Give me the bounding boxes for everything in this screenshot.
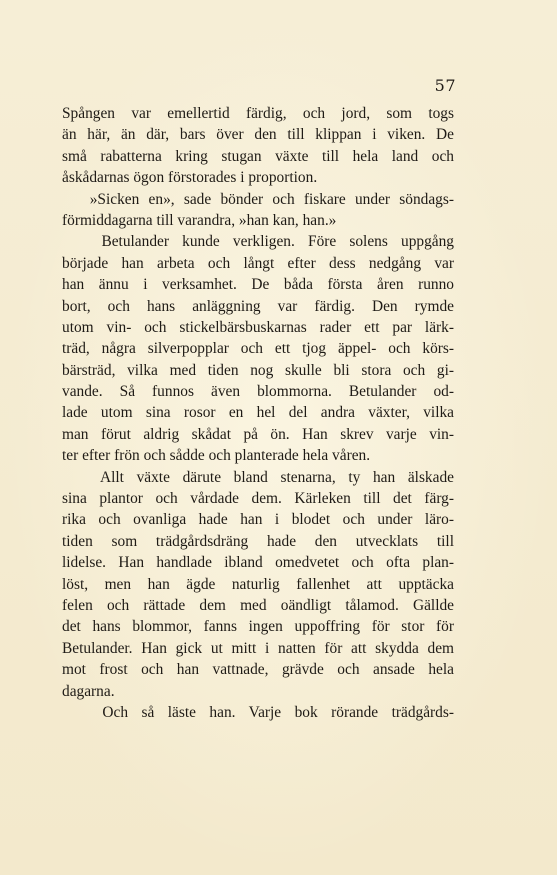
text-line: bort, och hans anläggning var färdig. Den rymde	[62, 297, 454, 315]
text-line: Allt växte därute bland stenarna, ty han älskade	[62, 468, 454, 486]
text-line: träd, några silverpopplar och ett tjog äppel- och körs-	[62, 340, 454, 358]
text-line: man förut aldrig skådat på ön. Han skrev varje vin-	[62, 425, 454, 443]
text-line: Betulander. Han gick ut mitt i natten för att skydda dem	[62, 639, 454, 657]
text-line: bärsträd, vilka med tiden nog skulle bli stora och gi-	[62, 361, 454, 379]
text-line: små rabatterna kring stugan växte till hela land och	[62, 147, 454, 165]
text-line: förmiddagarna till varandra, »han kan, han.»	[62, 211, 337, 229]
text-line: lade utom sina rosor en hel del andra växter, vilka	[62, 404, 454, 422]
text-line: vande. Så funnos även blommorna. Betulander od-	[62, 383, 454, 401]
text-line: löst, men han ägde naturlig fallenhet att upptäcka	[62, 575, 454, 593]
text-line: lidelse. Han handlade ibland omedvetet och ofta plan-	[62, 554, 454, 572]
text-line: tiden som trädgårdsdräng hade den utvecklats till	[62, 532, 454, 550]
text-line: han ännu i verksamhet. De båda första åren runno	[62, 276, 454, 294]
text-line: rika och ovanliga hade han i blodet och under läro-	[62, 511, 454, 529]
text-line: utom vin- och stickelbärsbuskarnas rader ett par lärk-	[62, 318, 454, 336]
text-line: dagarna.	[62, 682, 115, 700]
text-line: än här, än där, bars över den till klippan i viken. De	[62, 126, 454, 144]
text-line: felen och rättade dem med oändligt tålamod. Gällde	[62, 596, 454, 614]
text-line: åskådarnas ögon förstorades i proportion.	[62, 169, 318, 187]
text-line: började han arbeta och långt efter dess nedgång var	[62, 254, 454, 272]
text-line: Spången var emellertid färdig, och jord, som togs	[62, 105, 454, 122]
body-text	[62, 103, 454, 723]
text-line: »Sicken en», sade bönder och fiskare under söndags-	[62, 190, 454, 208]
text-line: Och så läste han. Varje bok rörande trädgårds-	[62, 703, 454, 721]
text-line: Betulander kunde verkligen. Före solens uppgång	[62, 233, 454, 251]
text-line: mot frost och han vattnade, grävde och ansade hela	[62, 661, 454, 679]
text-line: ter efter frön och sådde och planterade hela våren.	[62, 447, 371, 465]
text-line: sina plantor och vårdade dem. Kärleken till det färg-	[62, 490, 454, 508]
text-line: det hans blommor, fanns ingen uppoffring för stor för	[62, 618, 454, 636]
page-number: 57	[434, 76, 456, 95]
